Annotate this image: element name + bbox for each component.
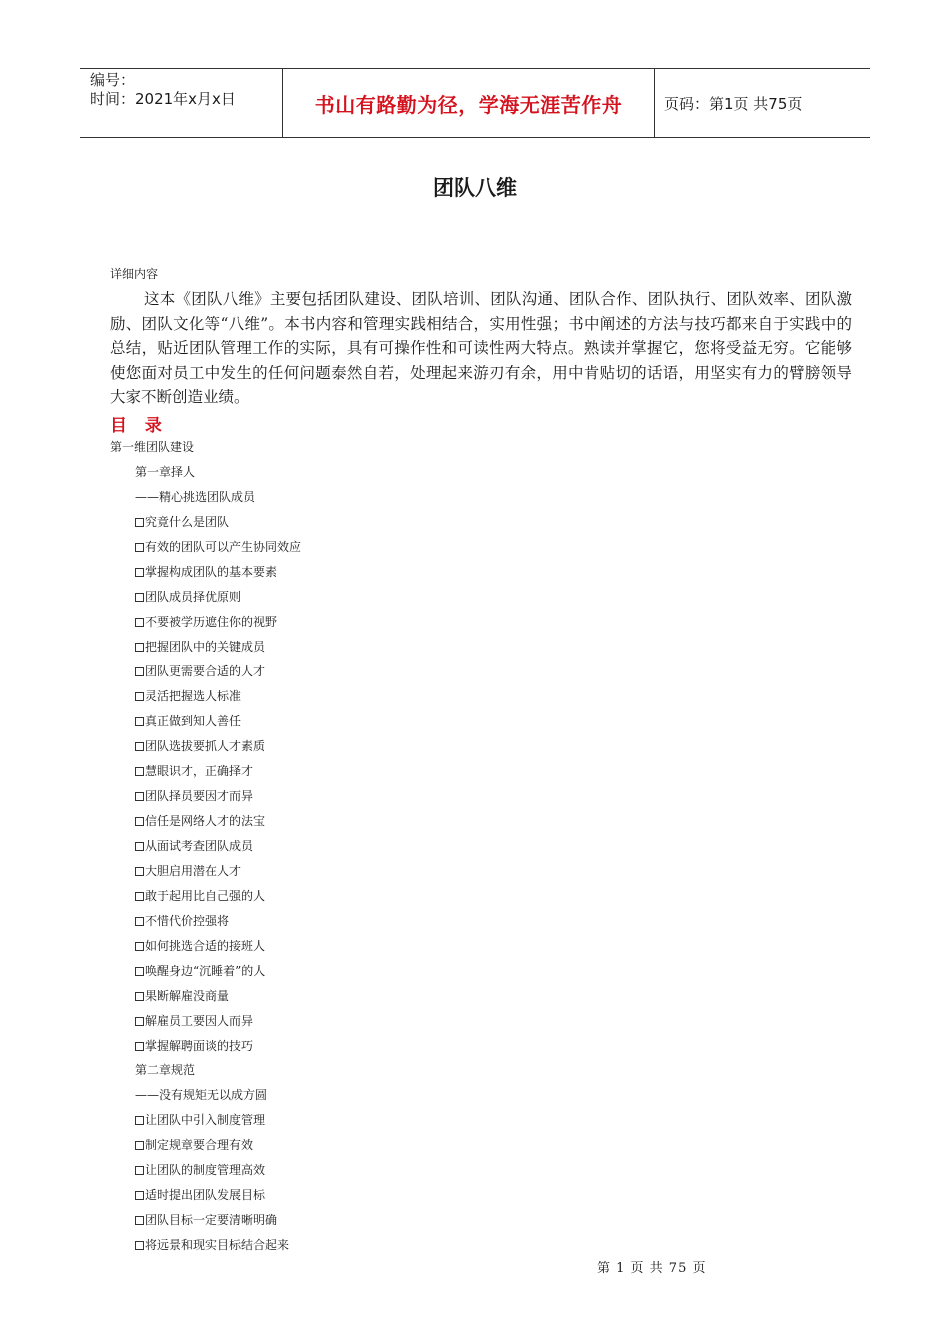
toc-item-text: 信任是网络人才的法宝 — [145, 814, 266, 829]
checkbox-square-icon — [135, 967, 144, 976]
checkbox-square-icon — [135, 742, 144, 751]
checkbox-square-icon — [135, 1017, 144, 1026]
toc-item-text: 让团队中引入制度管理 — [145, 1113, 266, 1128]
toc-item-text: 敢于起用比自己强的人 — [145, 888, 266, 903]
checkbox-square-icon — [135, 618, 144, 627]
toc-item — [110, 562, 301, 587]
toc-item-text: 解雇员工要因人而异 — [145, 1013, 254, 1028]
toc-item-text: 慧眼识才，正确择才 — [145, 764, 254, 779]
toc-item — [110, 1110, 301, 1135]
toc-item-text: 团队择员要因才而异 — [145, 789, 254, 804]
toc-item-text: 唤醒身边“沉睡着”的人 — [145, 963, 266, 978]
toc-item — [110, 437, 301, 462]
header-page-info: 页码：第1页 共75页 — [664, 94, 803, 113]
toc-item-text: 有效的团队可以产生协同效应 — [145, 539, 302, 554]
checkbox-square-icon — [135, 1141, 144, 1150]
toc-item-text: 制定规章要合理有效 — [145, 1138, 254, 1153]
toc-item — [110, 512, 301, 537]
checkbox-square-icon — [135, 643, 144, 652]
toc-item — [110, 786, 301, 811]
checkbox-square-icon — [135, 992, 144, 1001]
checkbox-square-icon — [135, 1191, 144, 1200]
toc-item-text: 究竟什么是团队 — [145, 514, 230, 529]
checkbox-square-icon — [135, 892, 144, 901]
header-meta — [80, 69, 282, 137]
number-label: 编号： — [90, 71, 136, 89]
checkbox-square-icon — [135, 543, 144, 552]
checkbox-square-icon — [135, 917, 144, 926]
toc-item — [110, 1036, 301, 1061]
toc-item — [110, 1011, 301, 1036]
header-motto: 书山有路勤为径，学海无涯苦作舟 — [282, 69, 655, 137]
toc-item — [110, 736, 301, 761]
checkbox-square-icon — [135, 817, 144, 826]
checkbox-square-icon — [135, 842, 144, 851]
toc-item — [110, 986, 301, 1011]
toc-item — [110, 587, 301, 612]
checkbox-square-icon — [135, 593, 144, 602]
toc-item — [110, 1135, 301, 1160]
toc-item-text: 把握团队中的关键成员 — [145, 639, 266, 654]
toc-item-text: 团队更需要合适的人才 — [145, 664, 266, 679]
checkbox-square-icon — [135, 568, 144, 577]
toc-item — [110, 537, 301, 562]
toc-item-text: 大胆启用潜在人才 — [145, 863, 242, 878]
toc-item-text: 掌握构成团队的基本要素 — [145, 564, 278, 579]
toc-item-text: 第一维团队建设 — [110, 440, 195, 454]
toc-item-text: 将远景和现实目标结合起来 — [145, 1238, 290, 1252]
checkbox-square-icon — [135, 1166, 144, 1175]
toc-item — [110, 1185, 301, 1210]
toc-item — [110, 886, 301, 911]
checkbox-square-icon — [135, 792, 144, 801]
document-title: 团队八维 — [433, 176, 517, 200]
toc-item — [110, 1085, 301, 1110]
toc-item — [110, 936, 301, 961]
toc-item-text: 掌握解聘面谈的技巧 — [145, 1038, 254, 1053]
table-of-contents — [110, 437, 301, 1260]
toc-item — [110, 637, 301, 662]
checkbox-square-icon — [135, 518, 144, 527]
toc-item — [110, 761, 301, 786]
toc-item-text: 团队成员择优原则 — [145, 589, 242, 604]
page-header — [80, 68, 870, 138]
checkbox-square-icon — [135, 1216, 144, 1225]
toc-item-text: ——没有规矩无以成方圆 — [135, 1088, 268, 1103]
toc-item — [110, 462, 301, 487]
toc-item — [110, 711, 301, 736]
checkbox-square-icon — [135, 1042, 144, 1051]
toc-item — [110, 911, 301, 936]
checkbox-square-icon — [135, 767, 144, 776]
checkbox-square-icon — [135, 667, 144, 676]
toc-item — [110, 686, 301, 711]
toc-item — [110, 612, 301, 637]
intro-paragraph: 这本《团队八维》主要包括团队建设、团队培训、团队沟通、团队合作、团队执行、团队效率、团队激励、团队文化等“八维”。本书内容和管理实践相结合，实用性强；书中阐述的方法与技巧都来自于实践中的总结，贴近团队管理工作的实际，具有可操作性和可读性两大特点。熟读并掌握它，您将受益无穷。它能够使您面对员工中发生的任何问题泰然自若，处理起来游刃有余，用中肯贴切的话语，用坚实有力的臂膀领导大家不断创造业绩。 — [110, 290, 852, 406]
toc-item-text: 如何挑选合适的接班人 — [145, 938, 266, 953]
toc-item-text: 不惜代价控强将 — [145, 913, 230, 928]
toc-item-text: 第二章规范 — [135, 1063, 196, 1078]
checkbox-square-icon — [135, 867, 144, 876]
toc-item — [110, 861, 301, 886]
toc-item-text: 灵活把握选人标准 — [145, 689, 242, 704]
checkbox-square-icon — [135, 717, 144, 726]
toc-item-text: 果断解雇没商量 — [145, 988, 230, 1003]
toc-item-text: 第一章择人 — [135, 464, 196, 479]
toc-item-text: 不要被学历遮住你的视野 — [145, 614, 278, 629]
toc-item-text: 团队选拔要抓人才素质 — [145, 739, 266, 754]
toc-item — [110, 1210, 301, 1235]
toc-item-text: 从面试考查团队成员 — [145, 839, 254, 853]
toc-item-text: ——精心挑选团队成员 — [135, 489, 256, 504]
toc-heading: 目 录 — [110, 416, 168, 436]
toc-item-text: 让团队的制度管理高效 — [145, 1163, 266, 1178]
toc-item — [110, 836, 301, 861]
toc-item — [110, 1060, 301, 1085]
toc-item — [110, 811, 301, 836]
toc-item-text: 适时提出团队发展目标 — [145, 1188, 266, 1203]
checkbox-square-icon — [135, 942, 144, 951]
toc-item — [110, 487, 301, 512]
toc-item-text: 团队目标一定要清晰明确 — [145, 1213, 278, 1228]
checkbox-square-icon — [135, 1116, 144, 1125]
checkbox-square-icon — [135, 692, 144, 701]
page-footer: 第 1 页 共 75 页 — [597, 1261, 707, 1276]
checkbox-square-icon — [135, 1241, 144, 1250]
toc-item — [110, 661, 301, 686]
toc-item — [110, 1235, 301, 1260]
date-label: 时间：2021年x月x日 — [90, 90, 236, 108]
detail-label: 详细内容 — [110, 267, 159, 281]
toc-item — [110, 961, 301, 986]
toc-item-text: 真正做到知人善任 — [145, 714, 242, 729]
toc-item — [110, 1160, 301, 1185]
